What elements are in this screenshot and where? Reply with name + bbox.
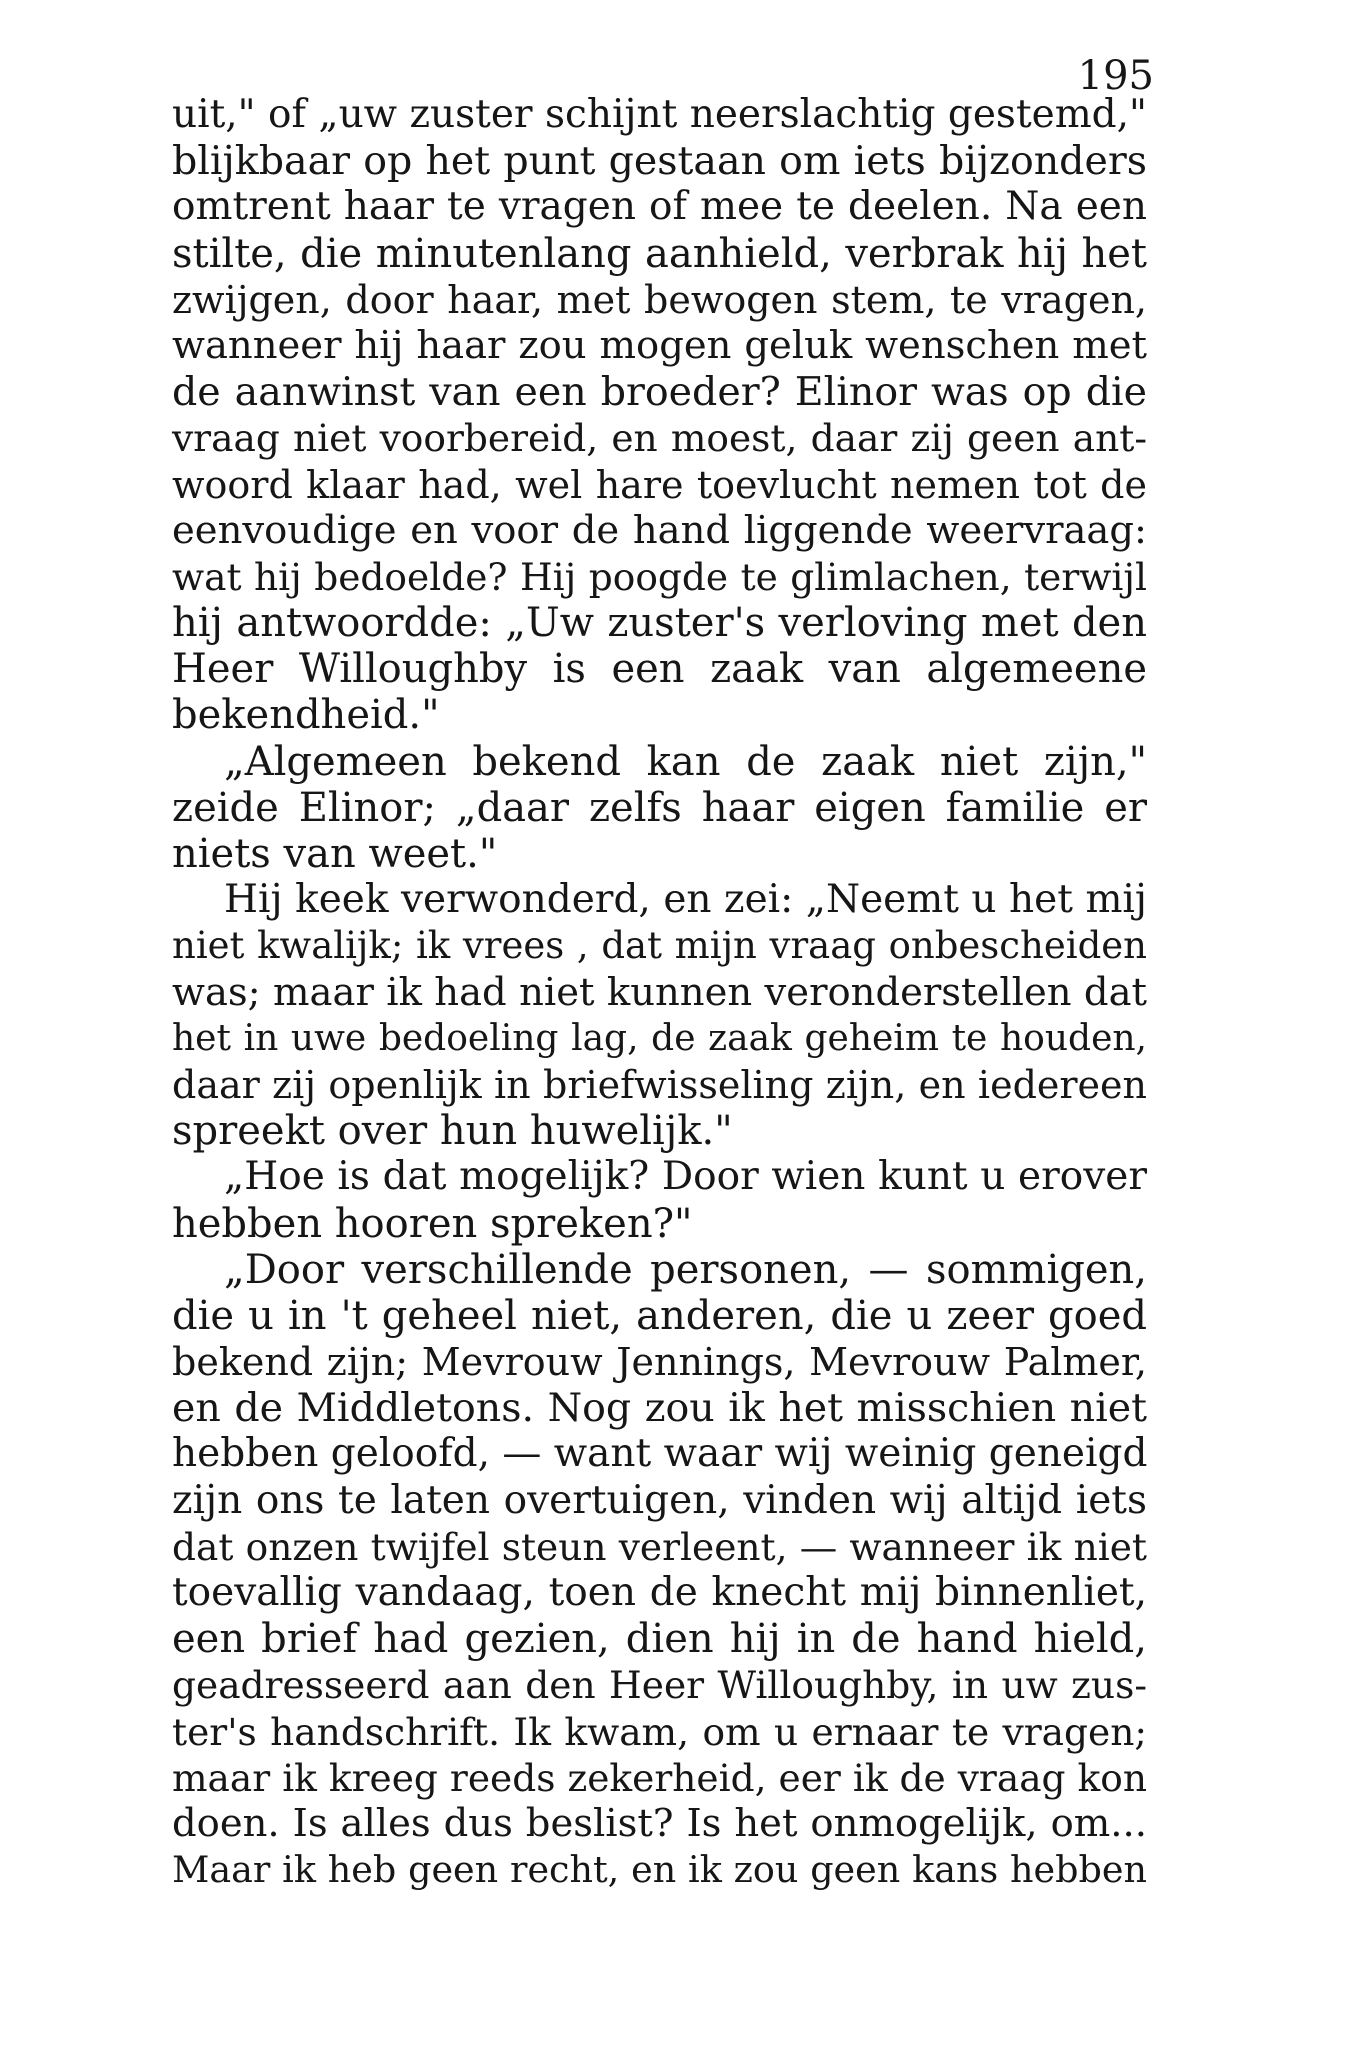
text-line: wanneer hij haar zou mogen geluk wenschen met xyxy=(172,322,1147,368)
text-line: hebben geloofd, — want waar wij weinig geneigd xyxy=(172,1431,1148,1477)
text-line: dat onzen twijfel steun verleent, — wanneer ik niet xyxy=(172,1524,1147,1569)
text-line: „Hoe is dat mogelijk? Door wien kunt u erover xyxy=(224,1154,1147,1200)
text-line: Heer Willoughby is een zaak van algemeene xyxy=(172,646,1147,693)
text-line: uit," of „uw zuster schijnt neerslachtig gestemd," xyxy=(172,92,1147,137)
text-line: niet kwalijk; ik vrees , dat mijn vraag onbescheiden xyxy=(172,924,1147,968)
text-line: daar zij openlijk in briefwisseling zijn, en iedereen xyxy=(172,1062,1147,1107)
text-line: bekendheid." xyxy=(172,692,440,739)
text-line: toevallig vandaag, toen de knecht mij binnenliet, xyxy=(172,1570,1147,1615)
body-text xyxy=(172,92,1147,1893)
text-line: stilte, die minutenlang aanhield, verbrak hij het xyxy=(172,230,1147,277)
text-line: niets van weet." xyxy=(172,831,498,877)
text-line: zeide Elinor; „daar zelfs haar eigen familie er xyxy=(172,784,1147,831)
text-line: en de Middletons. Nog zou ik het misschien niet xyxy=(172,1385,1147,1432)
text-line: een brief had gezien, dien hij in de hand hield, xyxy=(172,1616,1147,1663)
text-line: „Door verschillende personen, — sommigen, xyxy=(224,1246,1147,1293)
text-line: eenvoudige en voor de hand liggende weervraag: xyxy=(172,507,1147,553)
text-line: hij antwoordde: „Uw zuster's verloving met den xyxy=(172,600,1147,647)
text-line: spreekt over hun huwelijk." xyxy=(172,1108,733,1155)
page-number: 195 xyxy=(1077,53,1154,99)
text-line: ter's handschrift. Ik kwam, om u ernaar te vragen; xyxy=(172,1709,1147,1754)
text-line: vraag niet voorbereid, en moest, daar zij geen ant- xyxy=(172,416,1147,461)
text-line: maar ik kreeg reeds zekerheid, eer ik de vraag kon xyxy=(172,1755,1147,1800)
text-line: zijn ons te laten overtuigen, vinden wij altijd iets xyxy=(172,1477,1147,1523)
text-line: Hij keek verwonderd, en zei: „Neemt u het mij xyxy=(224,877,1147,923)
text-line: woord klaar had, wel hare toevlucht nemen tot de xyxy=(172,462,1147,507)
text-line: was; maar ik had niet kunnen veronderstellen dat xyxy=(172,969,1147,1015)
text-line: bekend zijn; Mevrouw Jennings, Mevrouw Palmer, xyxy=(172,1340,1147,1385)
text-line: blijkbaar op het punt gestaan om iets bijzonders xyxy=(172,138,1147,185)
text-line: omtrent haar te vragen of mee te deelen. Na een xyxy=(172,184,1147,230)
text-line: die u in 't geheel niet, anderen, die u zeer goed xyxy=(172,1292,1147,1339)
text-line: wat hij bedoelde? Hij poogde te glimlachen, terwijl xyxy=(172,554,1147,599)
text-line: „Algemeen bekend kan de zaak niet zijn," xyxy=(224,738,1147,785)
text-line: Maar ik heb geen recht, en ik zou geen kans hebben xyxy=(172,1848,1147,1892)
text-line: de aanwinst van een broeder? Elinor was op die xyxy=(172,369,1147,416)
text-line: hebben hooren spreken?" xyxy=(172,1200,693,1247)
text-line: het in uwe bedoeling lag, de zaak geheim te houden, xyxy=(172,1017,1147,1059)
text-line: zwijgen, door haar, met bewogen stem, te vragen, xyxy=(172,277,1147,322)
text-line: doen. Is alles dus beslist? Is het onmogelijk, om... xyxy=(172,1800,1147,1846)
text-line: geadresseerd aan den Heer Willoughby, in uw zus- xyxy=(172,1663,1147,1708)
